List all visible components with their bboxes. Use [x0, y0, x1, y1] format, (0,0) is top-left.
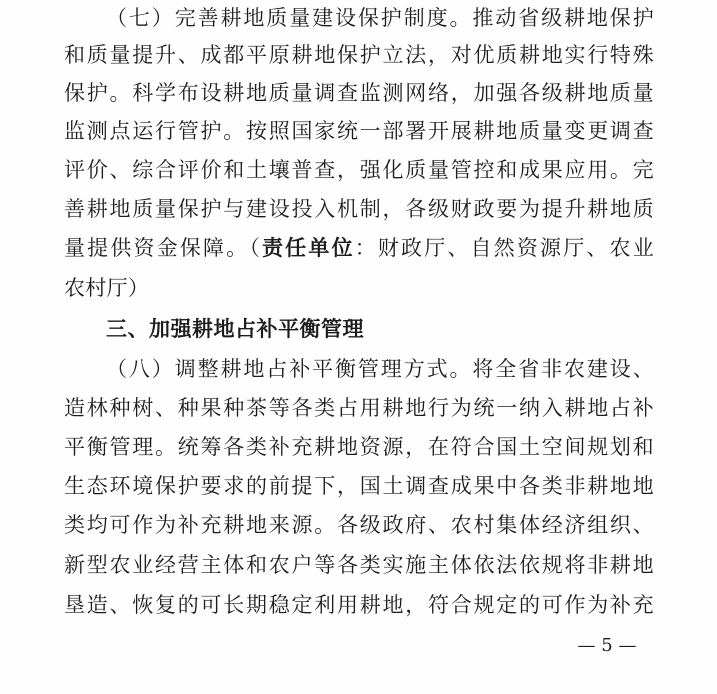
- paragraph-line-responsibility: [64, 233, 654, 263]
- section-heading: 三、加强耕地占补平衡管理: [106, 317, 364, 341]
- paragraph-line: 新型农业经营主体和农户等各类实施主体依法依规将非耕地: [64, 553, 654, 577]
- paragraph-line: 生态环境保护要求的前提下，国土调查成果中各类非耕地地: [64, 474, 654, 498]
- paragraph-line: 评价、综合评价和土壤普查，强化质量管控和成果应用。完: [64, 158, 654, 182]
- paragraph-line: 监测点运行管护。按照国家统一部署开展耕地质量变更调查: [64, 119, 654, 143]
- paragraph-line: 善耕地质量保护与建设投入机制，各级财政要为提升耕地质: [64, 197, 654, 221]
- text-segment: 量提供资金保障。（: [64, 236, 263, 260]
- paragraph-line: 类均可作为补充耕地来源。各级政府、农村集体经济组织、: [64, 513, 654, 537]
- paragraph-line: 和质量提升、成都平原耕地保护立法，对优质耕地实行特殊: [64, 43, 654, 67]
- paragraph-line: 平衡管理。统筹各类补充耕地资源，在符合国土空间规划和: [64, 435, 654, 459]
- paragraph-line: （七）完善耕地质量建设保护制度。推动省级耕地保护: [106, 6, 654, 30]
- text-segment: ：财政厅、自然资源厅、农业: [354, 236, 654, 260]
- paragraph-line: （八）调整耕地占补平衡管理方式。将全省非农建设、: [106, 357, 654, 381]
- paragraph-line: 造林种树、种果种茶等各类占用耕地行为统一纳入耕地占补: [64, 396, 654, 420]
- responsibility-label: 责任单位: [262, 236, 355, 260]
- paragraph-line: 农村厅）: [64, 276, 150, 300]
- paragraph-line: 保护。科学布设耕地质量调查监测网络，加强各级耕地质量: [64, 81, 654, 105]
- paragraph-line: 垦造、恢复的可长期稳定利用耕地，符合规定的可作为补充: [64, 593, 654, 617]
- page-number: — 5 —: [577, 635, 637, 656]
